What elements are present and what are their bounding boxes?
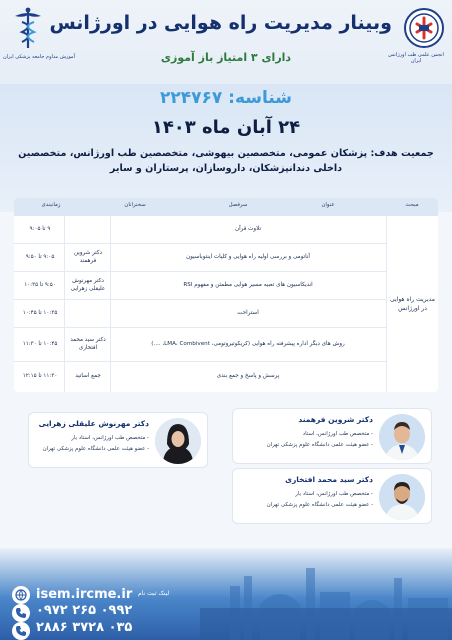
row-topic: استراحت [237, 310, 259, 317]
table-header [14, 198, 438, 216]
row-time: ۱۰:۳۵ تا ۱۰:۴۵ [22, 310, 58, 317]
phone-icon [12, 622, 30, 640]
row-topic: اندیکاسیون های تعبیه مسیر هوایی مطمئن و مفهوم RSI [183, 282, 313, 289]
phone-number-mobile[interactable]: ۰۹۹۲ ۲۶۵ ۰۹۷۲ [36, 603, 133, 618]
speaker-card-eftekhari [232, 468, 432, 524]
org-name-right: انجمن علمی طب اورژانس ایران [388, 52, 444, 64]
registration-link-label: لینک ثبت نام [138, 590, 170, 597]
row-speaker: دکتر شروین فرهمند [74, 250, 102, 264]
page-title: وبینار مدیریت راه هوایی در اورژانس [49, 12, 392, 34]
row-time: ۹:۰۵ تا ۹:۵۰ [25, 254, 55, 261]
speaker-title: - متخصص طب اورژانس، استاد یار [295, 491, 373, 497]
speaker-name: دکتر شروین فرهمند [298, 415, 373, 424]
row-time: ۹ تا ۹:۰۵ [29, 226, 51, 233]
avatar [379, 414, 425, 460]
avatar [379, 474, 425, 520]
row-speaker [66, 216, 110, 244]
table-row [14, 362, 386, 392]
table-row [14, 244, 386, 272]
emergency-medicine-logo-icon [404, 8, 444, 48]
target-audience: جمعیت هدف: پزشکان عمومی، متخصصین بیهوشی، متخصصین طب اورژانس، متخصصین داخلی دندانپزشکان، داروسازان، پرستاران و سایر [18, 148, 434, 174]
speaker-title: - متخصص طب اورژانس، استاد [302, 431, 373, 437]
speaker-name: دکتر مهرنوش علیقلی زهرایی [38, 419, 149, 428]
speaker-title: - متخصص طب اورژانس، استاد یار [71, 435, 149, 441]
avatar [155, 418, 201, 464]
header-time: زمانبندی [41, 202, 61, 208]
row-topic: روش های دیگر اداره پیشرفته راه هوایی (کریکوتیروتومی، LMA، Combivent، ....) [151, 341, 345, 348]
header-topic: عنوان [321, 202, 335, 208]
table-row [14, 300, 386, 328]
header [0, 0, 452, 84]
schedule-table [14, 198, 438, 392]
row-speaker: جمع اساتید [75, 373, 101, 380]
table-row [14, 328, 386, 362]
row-topic: پرسش و پاسخ و جمع بندی [216, 373, 280, 380]
speaker-affiliation: - عضو هیئت علمی دانشگاه علوم پزشکی تهران [266, 502, 373, 508]
header-speakers: سخنرانان [124, 202, 146, 208]
event-date: ۲۴ آبان ماه ۱۴۰۳ [151, 117, 301, 138]
header-track: مبحث [405, 202, 419, 208]
org-name-left: آموزش مداوم جامعه پزشکی ایران [3, 54, 75, 60]
speaker-card-farahmand [232, 408, 432, 464]
speaker-affiliation: - عضو هیئت علمی دانشگاه علوم پزشکی تهران [42, 446, 149, 452]
row-speaker: دکتر مهرنوش علیقلی زهرایی [70, 278, 106, 292]
row-topic: تلاوت قرآن [234, 226, 262, 233]
header-outline: سرفصل [228, 202, 248, 208]
phone-number-landline[interactable]: ۰۳۵ ۳۷۲۸ ۲۸۸۶ [36, 620, 133, 635]
registration-url[interactable]: isem.ircme.ir [36, 587, 133, 602]
table-row [14, 216, 386, 244]
globe-icon [12, 586, 30, 604]
event-id: شناسه: ۲۲۴۷۶۷ [159, 88, 293, 108]
phone-icon [12, 604, 30, 622]
row-time: ۱۰:۴۵ تا ۱۱:۳۰ [22, 341, 58, 348]
credit-subtitle: دارای ۳ امتیاز باز آموزی [160, 51, 292, 64]
track-cell: مدیریت راه هوایی در اورژانس [386, 216, 438, 392]
table-row [14, 272, 386, 300]
row-time: ۹:۵۰ تا ۱۰:۳۵ [24, 282, 56, 289]
speaker-affiliation: - عضو هیئت علمی دانشگاه علوم پزشکی تهران [266, 442, 373, 448]
row-topic: آناتومی و بررسی اولیه راه هوایی و کلیات اینتوباسیون [186, 254, 310, 261]
caduceus-logo-icon [10, 6, 46, 50]
row-speaker: دکتر سید محمد افتخاری [70, 337, 106, 351]
row-time: ۱۱:۳۰ تا ۱۲:۱۵ [22, 373, 58, 380]
speaker-name: دکتر سید محمد افتخاری [285, 475, 373, 484]
speaker-card-zahraei [28, 412, 208, 468]
row-speaker [66, 300, 110, 328]
